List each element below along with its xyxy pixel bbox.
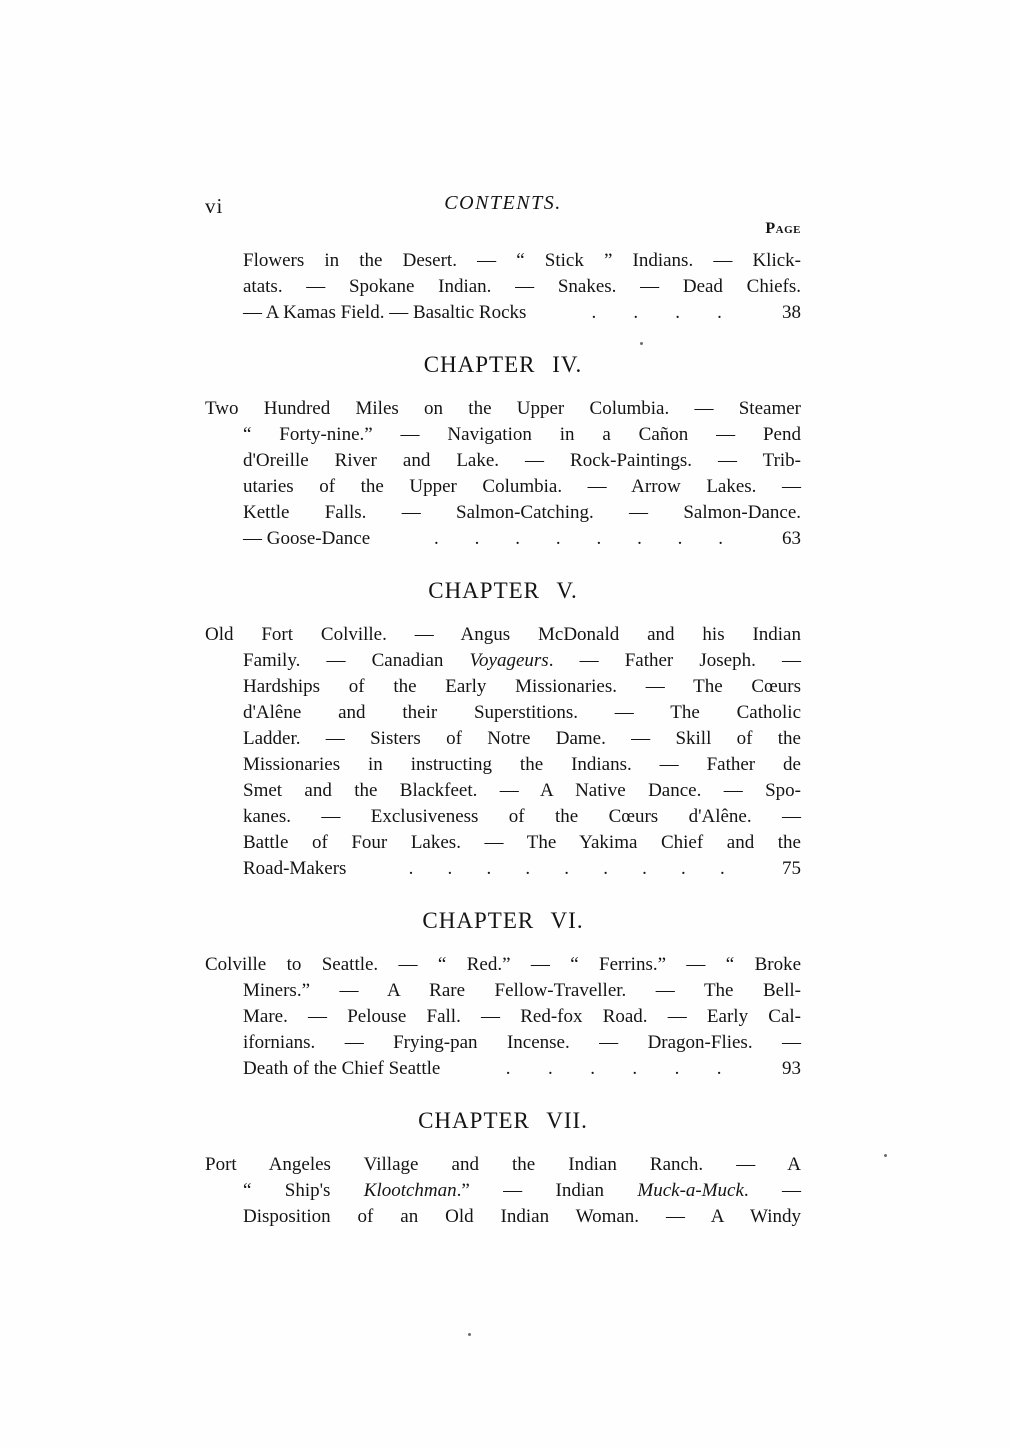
leader-dot: .: [632, 1058, 638, 1079]
scan-artifact: [640, 342, 643, 345]
toc-line: atats. — Spokane Indian. — Snakes. — Dead Chiefs.: [243, 276, 801, 297]
toc-line: Colville to Seattle. — “ Red.” — “ Ferrins.” — “ Broke: [205, 954, 801, 975]
leader-dot: .: [525, 858, 531, 879]
leader-dot: .: [716, 1058, 722, 1079]
dot-leader: [374, 856, 759, 882]
toc-entry: [205, 248, 801, 326]
leader-dot: .: [434, 528, 439, 549]
toc-line: Ladder. — Sisters of Notre Dame. — Skill of the: [243, 728, 801, 749]
page-title: CONTENTS.: [444, 192, 562, 214]
dot-leader: [468, 1056, 759, 1082]
toc-entry: [205, 396, 801, 552]
page-number: 93: [782, 1058, 801, 1079]
leader-dot: .: [547, 1058, 553, 1079]
page-number: 38: [782, 302, 801, 323]
leader-dot: .: [717, 302, 722, 323]
leader-dot: .: [591, 302, 597, 323]
chapter-heading: CHAPTER VII.: [418, 1108, 588, 1133]
toc-line: Smet and the Blackfeet. — A Native Dance. — Spo-: [243, 780, 801, 801]
page-number: 63: [782, 528, 801, 549]
leader-dot: .: [408, 858, 414, 879]
toc-line: Battle of Four Lakes. — The Yakima Chief and the: [243, 832, 801, 853]
page-column-label: Page: [765, 220, 801, 237]
chapter-heading: CHAPTER VI.: [422, 908, 584, 933]
folio-number: vi: [205, 194, 224, 218]
toc-line: Kettle Falls. — Salmon-Catching. — Salmon-Dance.: [243, 502, 801, 523]
page-number: 75: [782, 858, 801, 879]
leader-dot: .: [674, 1058, 680, 1079]
toc-line: Two Hundred Miles on the Upper Columbia. — Steamer: [205, 398, 801, 419]
toc-line: d'Oreille River and Lake. — Rock-Paintings. — Trib-: [243, 450, 801, 471]
leader-dot: .: [486, 858, 492, 879]
leader-dot: .: [515, 528, 520, 549]
toc-line: Mare. — Pelouse Fall. — Red-fox Road. — Early Cal-: [243, 1006, 801, 1027]
scan-artifact: [468, 1333, 471, 1336]
toc-entries: [205, 248, 801, 1230]
toc-entry: [205, 1152, 801, 1230]
leader-dot: .: [603, 858, 608, 879]
toc-final-line: [243, 1056, 801, 1082]
page-header: [205, 192, 801, 248]
toc-line: Hardships of the Early Missionaries. — The Cœurs: [243, 676, 801, 697]
toc-line: ifornians. — Frying-pan Incense. — Dragon-Flies. —: [243, 1032, 801, 1053]
leader-dot: .: [677, 528, 683, 549]
toc-final-text: — A Kamas Field. — Basaltic Rocks: [243, 302, 527, 323]
toc-line: d'Alêne and their Superstitions. — The Catholic: [243, 702, 801, 723]
dot-leader: [398, 526, 759, 552]
chapter-heading: CHAPTER IV.: [423, 352, 583, 377]
toc-final-text: — Goose-Dance: [243, 528, 371, 549]
chapter-heading: CHAPTER V.: [428, 578, 578, 603]
dot-leader: [554, 300, 759, 326]
contents-page: [205, 192, 801, 1230]
leader-dot: .: [719, 858, 725, 879]
toc-line: Flowers in the Desert. — “ Stick ” Indians. — Klick-: [243, 250, 801, 271]
toc-final-line: [243, 300, 801, 326]
toc-line: Miners.” — A Rare Fellow-Traveller. — The Bell-: [243, 980, 801, 1001]
toc-final-line: [243, 526, 801, 552]
leader-dot: .: [474, 528, 480, 549]
leader-dot: .: [642, 858, 647, 879]
toc-line: kanes. — Exclusiveness of the Cœurs d'Alêne. —: [243, 806, 801, 827]
leader-dot: .: [681, 858, 686, 879]
leader-dot: .: [675, 302, 680, 323]
toc-line: Port Angeles Village and the Indian Ranch. — A: [205, 1154, 801, 1175]
leader-dot: .: [555, 528, 561, 549]
leader-dot: .: [637, 528, 642, 549]
toc-line: utaries of the Upper Columbia. — Arrow Lakes. —: [243, 476, 801, 497]
toc-final-text: Road-Makers: [243, 858, 347, 879]
toc-final-line: [243, 856, 801, 882]
toc-final-text: Death of the Chief Seattle: [243, 1058, 441, 1079]
leader-dot: .: [633, 302, 639, 323]
leader-dot: .: [718, 528, 724, 549]
scan-artifact: [884, 1154, 887, 1157]
toc-entry: [205, 952, 801, 1082]
toc-line: Old Fort Colville. — Angus McDonald and his Indian: [205, 624, 801, 645]
leader-dot: .: [590, 1058, 595, 1079]
leader-dot: .: [505, 1058, 511, 1079]
toc-line: Disposition of an Old Indian Woman. — A Windy: [243, 1206, 801, 1227]
leader-dot: .: [596, 528, 602, 549]
toc-line: Family. — Canadian Voyageurs. — Father Joseph. —: [243, 650, 802, 671]
toc-line: “ Ship's Klootchman.” — Indian Muck-a-Muck. —: [243, 1180, 801, 1201]
toc-line: “ Forty-nine.” — Navigation in a Cañon — Pend: [243, 424, 801, 445]
toc-entry: [205, 622, 801, 882]
toc-line: Missionaries in instructing the Indians. — Father de: [243, 754, 801, 775]
leader-dot: .: [564, 858, 570, 879]
leader-dot: .: [447, 858, 453, 879]
